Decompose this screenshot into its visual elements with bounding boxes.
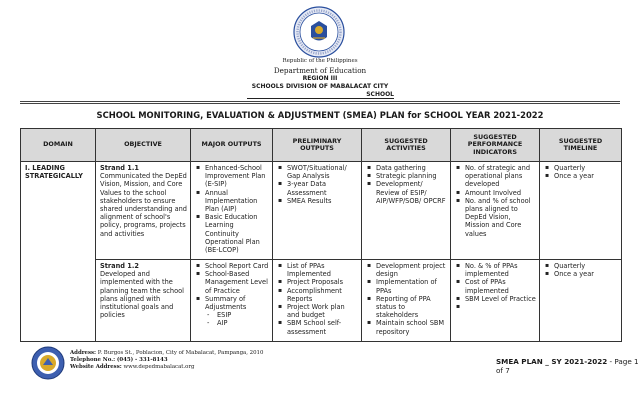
- list-item: ▪ Quarterly: [544, 262, 618, 270]
- list-item: ▪ Once a year: [544, 172, 618, 180]
- table-header-row: [21, 129, 622, 162]
- list-item: ▪ Enhanced-School Improvement Plan (E-SIP): [195, 164, 269, 189]
- page-footer: [496, 357, 640, 375]
- indicators-cell: [451, 162, 540, 260]
- list-item: ▪ Basic Education Learning Continuity Operational Plan (BE-LCOP): [195, 213, 269, 254]
- strand-title: Strand 1.1: [100, 164, 139, 172]
- preliminary-outputs-cell: [273, 260, 362, 342]
- list-item: ▪ Project Work plan and budget: [277, 303, 358, 319]
- list-item: ▪ SMEA Results: [277, 197, 358, 205]
- column-header: DOMAIN: [21, 129, 96, 162]
- republic-label: Republic of the Philippines: [282, 58, 358, 64]
- list-item: ▪ Accomplishment Reports: [277, 287, 358, 303]
- list-item: ▪ 3-year Data Assessment: [277, 180, 358, 196]
- region-label: REGION III: [302, 75, 338, 82]
- list-item: ▪ Project Proposals: [277, 278, 358, 286]
- list-item: ▪ No. and % of school plans aligned to DepEd Vision, Mission and Core values: [455, 197, 536, 238]
- objective-cell: [96, 162, 191, 260]
- list-item: ▪ SBM Level of Practice: [455, 295, 536, 303]
- list-item: ▪ Annual Implementation Plan (AIP): [195, 189, 269, 214]
- column-header: OBJECTIVE: [96, 129, 191, 162]
- list-item: ▪ No. of strategic and operational plans developed: [455, 164, 536, 189]
- list-item: - ESIP: [205, 311, 269, 319]
- list-item: ▪ Amount Involved: [455, 189, 536, 197]
- objective-text: Communicated the DepEd Vision, Mission, and Core Values to the school stakeholders to ensure shared understanding and alignment of school's policy, programs, projects and activities: [100, 172, 187, 238]
- list-item: ▪ Once a year: [544, 270, 618, 278]
- activities-cell: [362, 260, 451, 342]
- deped-seal-icon: [293, 6, 345, 58]
- list-item: ▪ Summary of Adjustments: [195, 295, 269, 311]
- footer-address: [70, 350, 263, 356]
- header-divider: [20, 101, 620, 102]
- activities-cell: [362, 162, 451, 260]
- list-item: - AIP: [205, 319, 269, 327]
- domain-cell: I. LEADING STRATEGICALLY: [21, 162, 96, 342]
- list-item: ▪ School-Based Management Level of Practice: [195, 270, 269, 295]
- column-header: PRELIMINARY OUTPUTS: [273, 129, 362, 162]
- list-item: ▪ Strategic planning: [366, 172, 447, 180]
- list-item: ▪ Implementation of PPAs: [366, 278, 447, 294]
- footer-website: [70, 364, 194, 370]
- school-name-blank: SCHOOL: [247, 91, 394, 99]
- major-outputs-cell: [191, 162, 273, 260]
- preliminary-outputs-cell: [273, 162, 362, 260]
- plan-title: SCHOOL MONITORING, EVALUATION & ADJUSTMENT (SMEA) PLAN for SCHOOL YEAR 2021-2022: [96, 110, 544, 120]
- list-item: ▪ School Report Card: [195, 262, 269, 270]
- indicators-cell: [451, 260, 540, 342]
- page-number: - Page 1 of 7: [496, 357, 639, 375]
- telephone-value: (045) - 331-8143: [116, 357, 168, 363]
- list-item: ▪ Quarterly: [544, 164, 618, 172]
- list-item: ▪ No. & % of PPAs implemented: [455, 262, 536, 278]
- timeline-cell: [540, 260, 622, 342]
- document-label: SMEA PLAN _ SY 2021-2022: [496, 357, 608, 366]
- column-header: SUGGESTED ACTIVITIES: [362, 129, 451, 162]
- address-value: P. Burgos St., Poblacion, City of Mabalacat, Pampanga, 2010: [97, 350, 264, 356]
- column-header: SUGGESTED TIMELINE: [540, 129, 622, 162]
- division-seal-icon: [31, 346, 65, 380]
- list-item: ▪ Data gathering: [366, 164, 447, 172]
- smea-plan-table: [20, 128, 622, 342]
- column-header: MAJOR OUTPUTS: [191, 129, 273, 162]
- objective-cell: [96, 260, 191, 342]
- address-label: Address:: [70, 350, 97, 356]
- column-header: SUGGESTED PERFORMANCE INDICATORS: [451, 129, 540, 162]
- list-item: ▪ Reporting of PPA status to stakeholders: [366, 295, 447, 320]
- list-item: ▪ Cost of PPAs implemented: [455, 278, 536, 294]
- division-label: SCHOOLS DIVISION OF MABALACAT CITY: [251, 83, 389, 90]
- list-item: ▪ Maintain school SBM repository: [366, 319, 447, 335]
- header-divider: [20, 103, 620, 104]
- list-item: ▪ SWOT/Situational/ Gap Analysis: [277, 164, 358, 180]
- department-label: Department of Education: [273, 66, 367, 75]
- telephone-label: Telephone No.:: [70, 357, 116, 363]
- strand-title: Strand 1.2: [100, 262, 139, 270]
- list-item: ▪ Development/ Review of ESIP/ AIP/WFP/SOB/ OPCRF: [366, 180, 447, 205]
- major-outputs-cell: [191, 260, 273, 342]
- list-item: ▪ List of PPAs Implemented: [277, 262, 358, 278]
- list-item: ▪ Development project design: [366, 262, 447, 278]
- objective-text: Developed and implemented with the planning team the school plans aligned with institutional goals and policies: [100, 270, 184, 320]
- table-row: [21, 260, 622, 342]
- timeline-cell: [540, 162, 622, 260]
- table-row: [21, 162, 622, 260]
- website-label: Website Address:: [70, 364, 122, 370]
- website-value: www.depedmabalacat.org: [123, 364, 195, 370]
- footer-telephone: [70, 357, 168, 363]
- list-item: ▪ SBM School self-assessment: [277, 319, 358, 335]
